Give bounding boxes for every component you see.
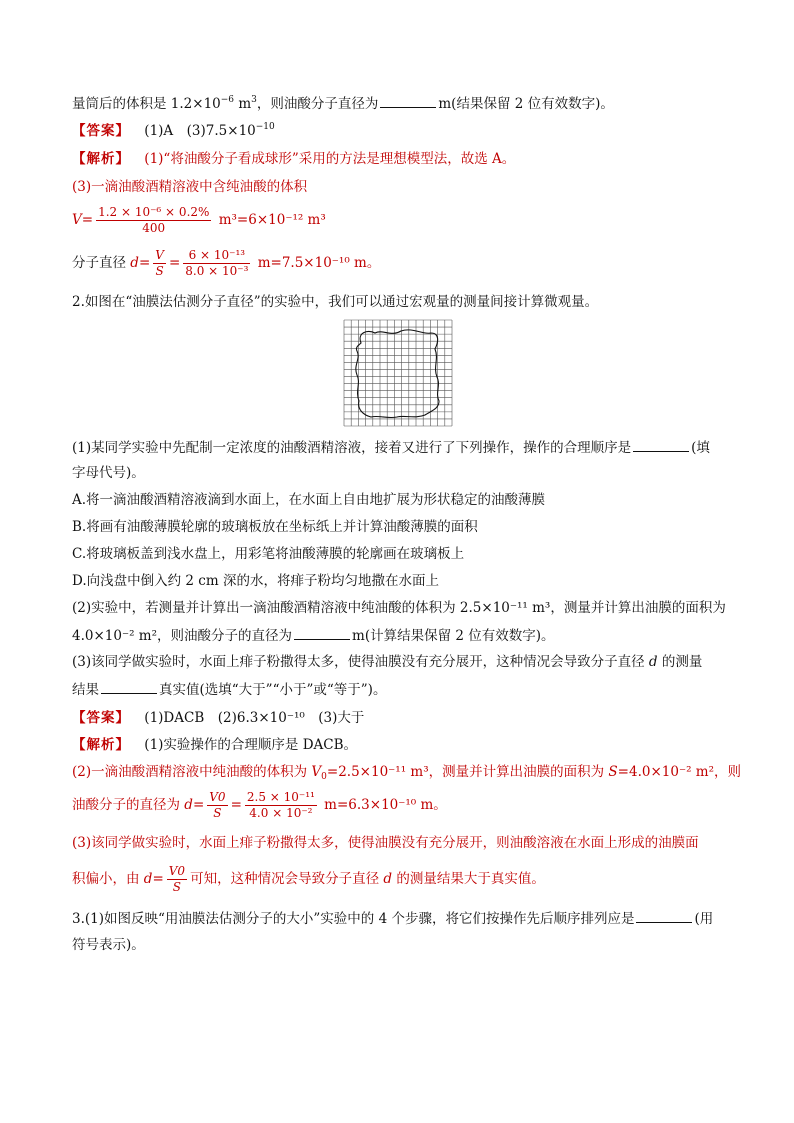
answer-label: 【答案】 [72, 123, 130, 139]
answer-blank [380, 93, 436, 108]
oil-film-grid-figure [343, 319, 453, 427]
q2-analysis3-line2: 积偏小，由 d= $\frac{V0}{S}$ 可知，这种情况会导致分子直径 d 的测量结果大于真实值。 [72, 864, 545, 894]
answer-blank [636, 908, 692, 923]
q1-diameter-formula: 分子直径 d= $\frac{V}{S}$ = $\frac{\text{6 × 10⁻¹³}}{\text{8.0 × 10⁻³}}$ m=7.5×10⁻¹⁰ m。 [72, 248, 381, 278]
answer-blank [101, 679, 157, 694]
oil-film-outline [356, 330, 439, 418]
q1-analysis-line2: (3)一滴油酸酒精溶液中含纯油酸的体积 [72, 179, 308, 195]
q2-option-d: D.向浅盘中倒入约 2 cm 深的水，将痱子粉均匀地撒在水面上 [72, 573, 439, 589]
analysis-label: 【解析】 [72, 737, 130, 753]
answer-blank [294, 625, 350, 640]
q1-volume-formula: V= $\frac{\text{1.2 × 10⁻⁶ × 0.2\%}}{400}$ m³=6×10⁻¹² m³ [72, 205, 326, 235]
q1-tail-line: 量筒后的体积是 $1.2\times 10^{-6}$ $m^3$，则油酸分子直径为 m(结果保留 2 位有效数字)。 [72, 95, 614, 112]
answer-blank [633, 437, 689, 452]
analysis-label: 【解析】 [72, 151, 130, 167]
q2-analysis2-formula: 油酸分子的直径为 d= $\frac{V0}{S}$ = $\frac{\text{2.5 × 10⁻¹¹}}{\text{4.0 × 10⁻²}}$ m=6.3×10⁻¹⁰ m。 [72, 790, 447, 820]
q2-option-c: C.将玻璃板盖到浅水盘上，用彩笔将油酸薄膜的轮廓画在玻璃板上 [72, 546, 465, 562]
q2-analysis2-line1: (2)一滴油酸酒精溶液中纯油酸的体积为 $V_0=2.5\times 10^{-11}$ m³，测量并计算出油膜的面积为 S=4.0×10⁻² m²，则 [72, 764, 741, 782]
volume-fraction: $\frac{\text{1.2 × 10⁻⁶ × 0.2\%}}{400}$ [98, 205, 210, 235]
q1-answer: 【答案】 (1)A $(3)7.5\times 10^{-10}$ [72, 122, 275, 139]
q2-part2-line1: (2)实验中，若测量并计算出一滴油酸酒精溶液中纯油酸的体积为 2.5×10⁻¹¹ m³，测量并计算出油膜的面积为 [72, 600, 726, 616]
q2-stem: 2.如图在“油膜法估测分子直径”的实验中，我们可以通过宏观量的测量间接计算微观量。 [72, 294, 599, 310]
q2-option-b: B.将画有油酸薄膜轮廓的玻璃板放在坐标纸上并计算油酸薄膜的面积 [72, 519, 478, 535]
q2-part1-line2: 字母代号)。 [72, 465, 145, 481]
q2-answer: 【答案】 (1)DACB (2)6.3×10⁻¹⁰ (3)大于 [72, 710, 365, 726]
q2-part3-line1: (3)该同学做实验时，水面上痱子粉撒得太多，使得油膜没有充分展开，这种情况会导致分子直径 d 的测量 [72, 654, 703, 670]
q2-analysis: 【解析】 (1)实验操作的合理顺序是 DACB。 [72, 737, 358, 753]
q2-part2-line2: 4.0×10⁻² m²，则油酸分子的直径为 m(计算结果保留 2 位有效数字)。 [72, 625, 555, 646]
q2-part1-line1: (1)某同学实验中先配制一定浓度的油酸酒精溶液，接着又进行了下列操作，操作的合理顺序是 (填 [72, 437, 710, 458]
q3-line2: 符号表示)。 [72, 937, 145, 953]
q2-option-a: A.将一滴油酸酒精溶液滴到水面上，在水面上自由地扩展为形状稳定的油酸薄膜 [72, 492, 546, 508]
q2-analysis3-line1: (3)该同学做实验时，水面上痱子粉撒得太多，使得油膜没有充分展开，则油酸溶液在水面上形成的油膜面 [72, 835, 699, 851]
q2-part3-line2: 结果 真实值(选填“大于”“小于”或“等于”)。 [72, 679, 386, 700]
q3-line1: 3.(1)如图反映“用油膜法估测分子的大小”实验中的 4 个步骤，将它们按操作先后顺序排列应是 (用 [72, 908, 713, 929]
answer-label: 【答案】 [72, 710, 130, 726]
q1-analysis: 【解析】 (1)“将油酸分子看成球形”采用的方法是理想模型法，故选 A。 [72, 151, 516, 167]
